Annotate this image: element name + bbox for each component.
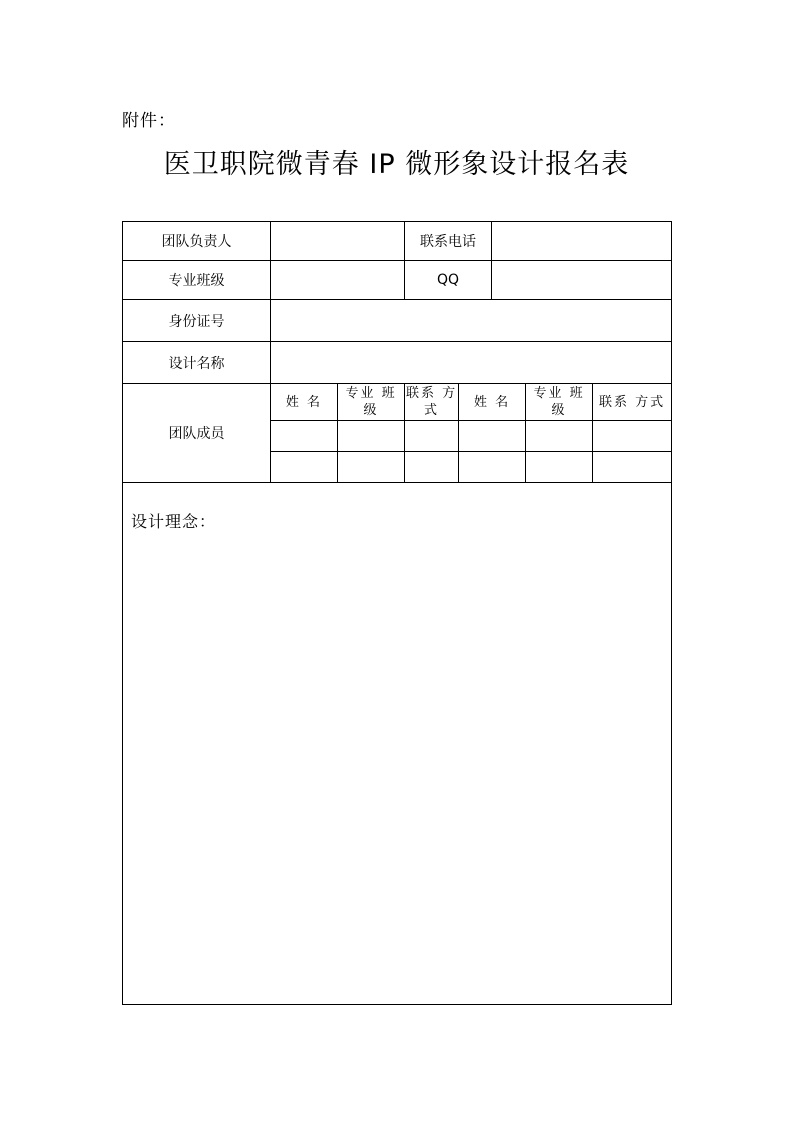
design-name-field[interactable] <box>271 342 672 384</box>
member-cell[interactable] <box>459 452 526 483</box>
member-major-class-header: 专业 班级 <box>526 384 593 421</box>
member-major-class-header: 专业 班级 <box>338 384 405 421</box>
team-leader-label: 团队负责人 <box>123 222 271 261</box>
id-number-field[interactable] <box>271 300 672 342</box>
team-leader-field[interactable] <box>271 222 405 261</box>
design-concept-label: 设计理念： <box>131 512 217 531</box>
team-members-label: 团队成员 <box>123 384 271 483</box>
member-contact-header: 联系 方式 <box>405 384 459 421</box>
phone-label: 联系电话 <box>405 222 492 261</box>
page-title: 医卫职院微青春 IP 微形象设计报名表 <box>163 149 630 180</box>
design-name-label: 设计名称 <box>123 342 271 384</box>
member-cell[interactable] <box>338 421 405 452</box>
major-class-field[interactable] <box>271 261 405 300</box>
member-cell[interactable] <box>459 421 526 452</box>
qq-label: QQ <box>405 261 492 300</box>
member-name-header: 姓 名 <box>271 384 338 421</box>
id-number-label: 身份证号 <box>123 300 271 342</box>
design-concept-box[interactable] <box>122 483 672 1005</box>
member-cell[interactable] <box>405 421 459 452</box>
member-cell[interactable] <box>405 452 459 483</box>
member-cell[interactable] <box>526 421 593 452</box>
major-class-label: 专业班级 <box>123 261 271 300</box>
qq-field[interactable] <box>492 261 672 300</box>
member-name-header: 姓 名 <box>459 384 526 421</box>
member-contact-header: 联系 方式 <box>593 384 672 421</box>
member-cell[interactable] <box>338 452 405 483</box>
member-cell[interactable] <box>271 421 338 452</box>
phone-field[interactable] <box>492 222 672 261</box>
registration-form-table <box>122 221 672 483</box>
attachment-label: 附件： <box>122 111 176 131</box>
member-cell[interactable] <box>593 421 672 452</box>
member-cell[interactable] <box>593 452 672 483</box>
member-cell[interactable] <box>271 452 338 483</box>
member-cell[interactable] <box>526 452 593 483</box>
